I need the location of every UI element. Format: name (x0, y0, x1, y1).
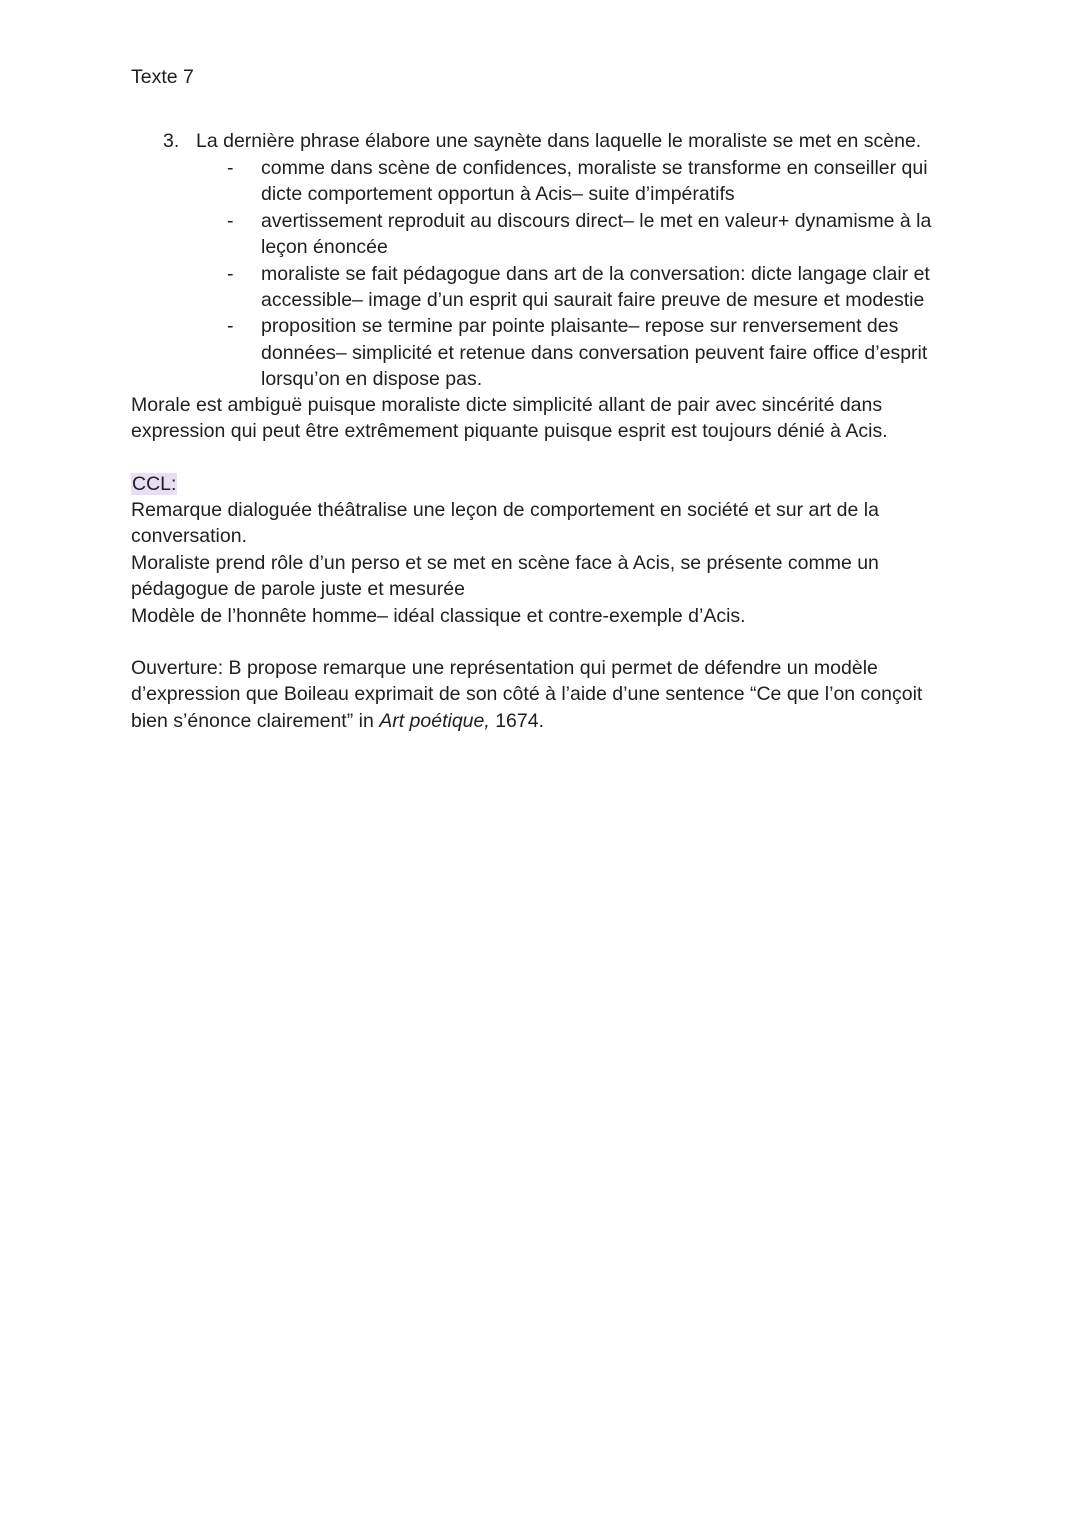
section-heading: La dernière phrase élabore une saynète dans laquelle le moraliste se met en scène. (196, 130, 922, 152)
work-title: Art poétique, (379, 709, 490, 732)
list-item (227, 155, 957, 208)
bullet-text: avertissement reproduit au discours direct– le met en valeur+ dynamisme à la leçon énoncée (261, 209, 932, 259)
morale-paragraph: Morale est ambiguë puisque moraliste dicte simplicité allant de pair avec sincérité dans expression qui peut être extrêmement piquante puisque esprit est toujours dénié à Acis. (131, 394, 888, 443)
bullet-text: comme dans scène de confidences, moraliste se transforme en conseiller qui dicte comportement opportun à Acis– suite d’impératifs (261, 157, 928, 206)
conclusion-paragraph: Modèle de l’honnête homme– idéal classique et contre-exemple d’Acis. (131, 604, 746, 627)
conclusion-label: CCL: (132, 473, 177, 495)
bullet-dash: - (227, 262, 234, 285)
conclusion-paragraph: Moraliste prend rôle d’un perso et se met en scène face à Acis, se présente comme un pédagogue de parole juste et mesurée (131, 551, 879, 601)
document-title: Texte 7 (131, 66, 194, 88)
section-number: 3. (163, 130, 180, 152)
conclusion-label-line (131, 471, 951, 497)
bullet-list (227, 155, 957, 393)
ouverture-year: 1674. (489, 709, 545, 732)
list-item (227, 261, 957, 314)
conclusion-paragraph: Remarque dialoguée théâtralise une leçon de comportement en société et sur art de la conversation. (131, 499, 879, 548)
conclusion-body (131, 497, 921, 629)
list-item (227, 208, 957, 261)
bullet-text: moraliste se fait pédagogue dans art de la conversation: dicte langage clair et accessible– image d’un esprit qui saurait faire preuve de mesure et modestie (261, 262, 930, 312)
bullet-text: proposition se termine par pointe plaisante– repose sur renversement des données– simplicité et retenue dans conversation peuvent faire office d’esprit lorsqu’on en dispose pas. (261, 315, 928, 391)
list-item (227, 313, 957, 392)
ouverture-text: Ouverture: B propose remarque une représentation qui permet de défendre un modèle d’expression que Boileau exprimait de son côté à l’aide d’une sentence “Ce que l’on conçoit bien s’énonce clairement” in (131, 657, 923, 732)
bullet-dash: - (227, 209, 234, 232)
bullet-dash: - (227, 315, 234, 338)
bullet-dash: - (227, 157, 234, 179)
ouverture-paragraph (131, 655, 951, 734)
